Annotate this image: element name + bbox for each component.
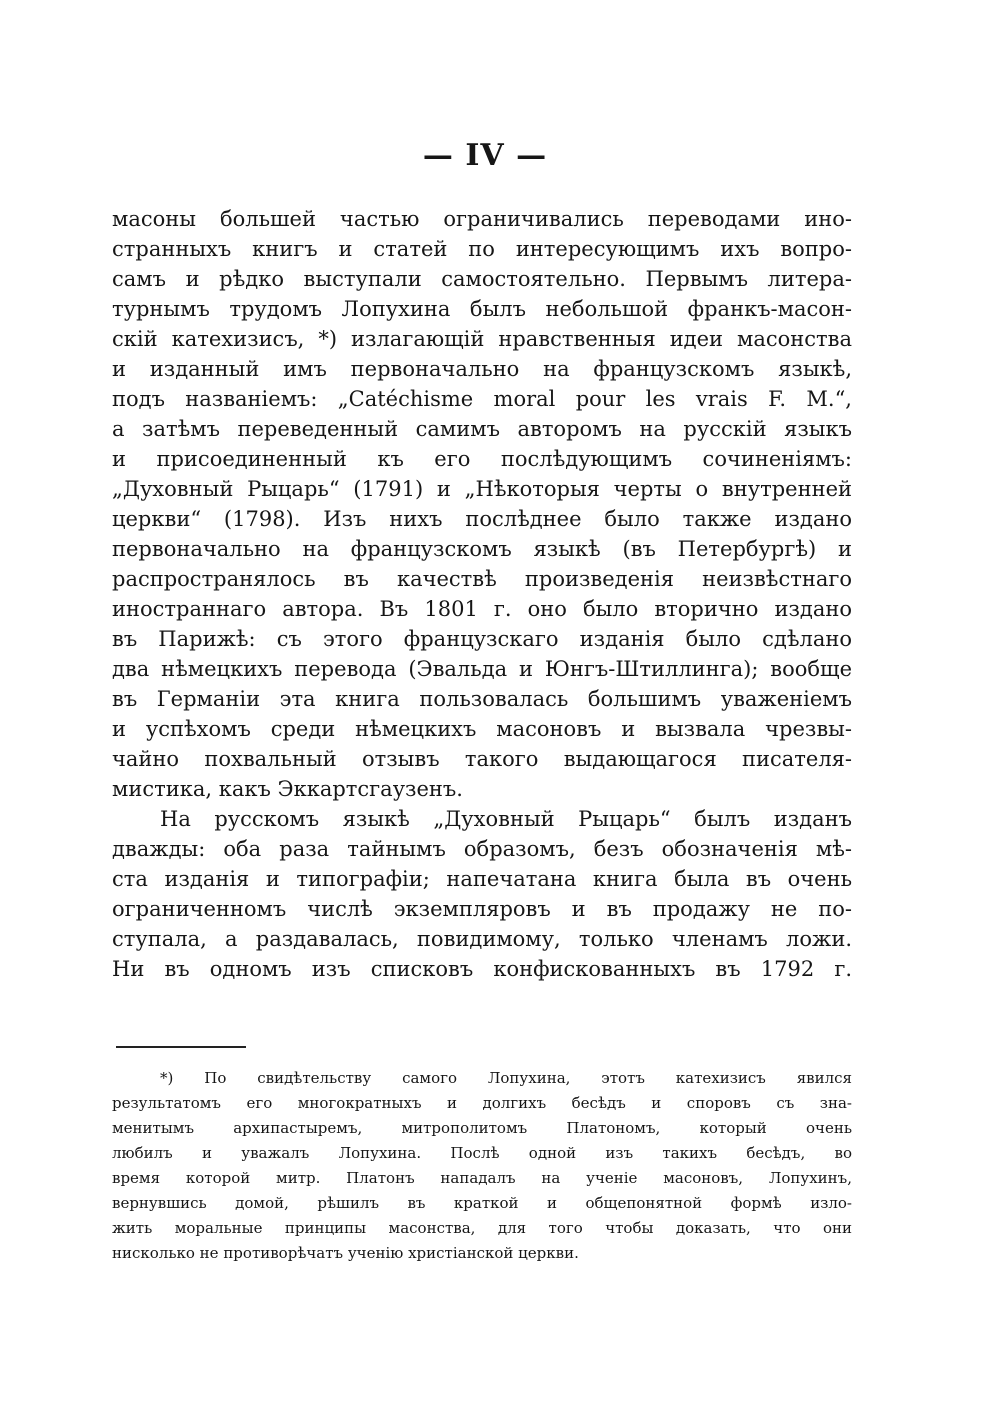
body-line: мистика, какъ Эккартсгаузенъ. <box>112 777 463 801</box>
body-line: странныхъ книгъ и статей по интересующимъ ихъ вопро- <box>112 237 852 261</box>
body-line: дважды: оба раза тайнымъ образомъ, безъ обозначенія мѣ- <box>112 837 852 861</box>
footnote-line: жить моральные принципы масонства, для того чтобы доказать, что они <box>112 1219 852 1237</box>
footnote-line: *) По свидѣтельству самого Лопухина, этотъ катехизисъ явился <box>160 1069 852 1087</box>
footnote-line: нисколько не противорѣчатъ ученію христіанской церкви. <box>112 1244 579 1262</box>
body-line: въ Германіи эта книга пользовалась большимъ уваженіемъ <box>112 687 852 711</box>
body-line: масоны большей частью ограничивались переводами ино- <box>112 207 852 231</box>
body-line: чайно похвальный отзывъ такого выдающагося писателя- <box>112 747 852 771</box>
page-number: — IV — <box>422 138 548 173</box>
body-line: турнымъ трудомъ Лопухина былъ небольшой франкъ-масон- <box>112 297 852 321</box>
body-line: и изданный имъ первоначально на французскомъ языкѣ, <box>112 357 852 381</box>
body-line: самъ и рѣдко выступали самостоятельно. Первымъ литера- <box>112 267 852 291</box>
footnote-line: вернувшись домой, рѣшилъ въ краткой и общепонятной формѣ изло- <box>112 1194 852 1212</box>
body-line: церкви“ (1798). Изъ нихъ послѣднее было также издано <box>112 507 852 531</box>
body-line: и присоединенный къ его послѣдующимъ сочиненіямъ: <box>112 447 852 471</box>
body-line: подъ названіемъ: „Catéchisme moral pour les vrais F. M.“, <box>112 387 852 411</box>
body-line: ста изданія и типографіи; напечатана книга была въ очень <box>112 867 852 891</box>
body-line: ступала, а раздавалась, повидимому, только членамъ ложи. <box>112 927 852 951</box>
footnote-line: результатомъ его многократныхъ и долгихъ бесѣдъ и споровъ съ зна- <box>112 1094 852 1112</box>
body-line: распространялось въ качествѣ произведенія неизвѣстнаго <box>112 567 852 591</box>
footnote-line: любилъ и уважалъ Лопухина. Послѣ одной изъ такихъ бесѣдъ, во <box>112 1144 852 1162</box>
body-text <box>112 204 852 984</box>
footnote <box>112 1066 852 1266</box>
body-line: скій катехизисъ, *) излагающій нравственныя идеи масонства <box>112 327 852 351</box>
body-line: и успѣхомъ среди нѣмецкихъ масоновъ и вызвала чрезвы- <box>112 717 852 741</box>
body-line: въ Парижѣ: съ этого французскаго изданія было сдѣлано <box>112 627 852 651</box>
body-line: первоначально на французскомъ языкѣ (въ Петербургѣ) и <box>112 537 852 561</box>
footnote-line: время которой митр. Платонъ нападалъ на ученіе масоновъ, Лопухинъ, <box>112 1169 852 1187</box>
body-line: два нѣмецкихъ перевода (Эвальда и Юнгъ-Штиллинга); вообще <box>112 657 852 681</box>
body-line: а затѣмъ переведенный самимъ авторомъ на русскій языкъ <box>112 417 852 441</box>
body-line: ограниченномъ числѣ экземпляровъ и въ продажу не по- <box>112 897 852 921</box>
footnote-divider <box>116 1046 246 1048</box>
body-line: „Духовный Рыцарь“ (1791) и „Нѣкоторыя черты о внутренней <box>112 477 852 501</box>
footnote-line: менитымъ архипастыремъ, митрополитомъ Платономъ, который очень <box>112 1119 852 1137</box>
body-line: иностраннаго автора. Въ 1801 г. оно было вторично издано <box>112 597 852 621</box>
body-line: Ни въ одномъ изъ списковъ конфискованныхъ въ 1792 г. <box>112 957 852 981</box>
body-line: На русскомъ языкѣ „Духовный Рыцарь“ былъ изданъ <box>160 807 852 831</box>
